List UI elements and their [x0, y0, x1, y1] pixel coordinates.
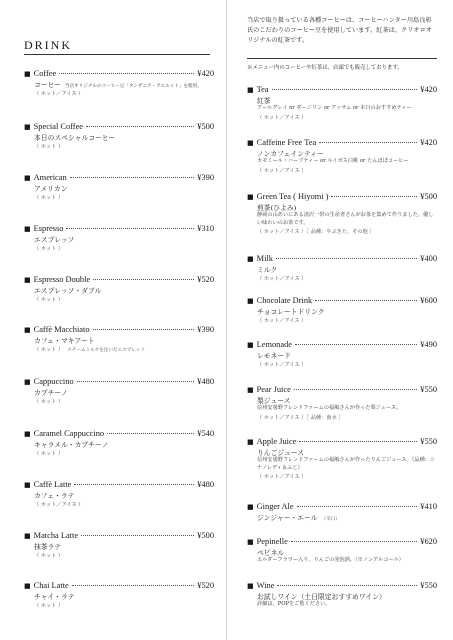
menu-item: [24, 69, 214, 97]
menu-item-row: [24, 429, 214, 438]
bullet-square-icon: ■: [24, 123, 31, 131]
menu-item-japanese-name: ミルク: [257, 266, 278, 274]
bullet-square-icon: ■: [247, 438, 254, 446]
dot-leader: [331, 196, 417, 197]
menu-item-options: （ ホット ）: [34, 144, 64, 150]
dot-leader: [70, 177, 195, 178]
menu-item-price: ¥500: [197, 122, 214, 131]
menu-item-options: （ ホット ） スチームミルクを注いだエスプレッソ: [34, 347, 145, 353]
menu-item-japanese-name: アメリカン: [34, 185, 68, 193]
dot-leader: [272, 89, 418, 90]
dot-leader: [81, 535, 194, 536]
menu-item-price: ¥500: [420, 192, 437, 201]
menu-item-row: [247, 385, 437, 394]
menu-item-row: [247, 581, 437, 590]
menu-item-row: [247, 138, 437, 147]
menu-item-price: ¥540: [197, 429, 214, 438]
menu-item-description: カモミール・ハーブティー or ルイボス白桃 or たんぽぽコーヒー: [257, 158, 409, 164]
bullet-square-icon: ■: [247, 538, 254, 546]
menu-item-inline-description: （辛口）: [321, 517, 340, 522]
dot-leader: [93, 329, 195, 330]
dot-leader: [297, 506, 418, 507]
menu-item: [24, 480, 214, 508]
bullet-square-icon: ■: [247, 582, 254, 590]
menu-item-price: ¥310: [197, 224, 214, 233]
bullet-square-icon: ■: [247, 86, 254, 94]
menu-item: [247, 138, 437, 174]
title-rule: [24, 54, 210, 55]
menu-item-price: ¥520: [197, 275, 214, 284]
dot-leader: [74, 484, 194, 485]
menu-item: [24, 377, 214, 405]
menu-item-japanese-name: お試しワイン（土日限定おすすめワイン）: [257, 593, 386, 601]
bullet-square-icon: ■: [24, 276, 31, 284]
menu-item-price: ¥390: [197, 325, 214, 334]
menu-item-options: （ ホット／アイス ）: [257, 318, 307, 324]
menu-item-row: [247, 85, 437, 94]
menu-item-row: [24, 531, 214, 540]
bullet-square-icon: ■: [247, 386, 254, 394]
menu-item-price: ¥420: [197, 69, 214, 78]
menu-item-name: Caffè Latte: [33, 480, 72, 489]
menu-item-row: [24, 581, 214, 590]
intro-rule: [247, 58, 437, 59]
menu-item-japanese-name: 梨ジュース: [257, 397, 291, 405]
menu-item-options: （ ホット／アイス ）: [257, 276, 307, 282]
menu-item-name: Wine: [256, 581, 275, 590]
menu-item-description: 詳細は、POPをご覧ください。: [257, 601, 331, 607]
dot-leader: [93, 279, 194, 280]
menu-item-name: Pear Juice: [256, 385, 291, 394]
menu-item: [24, 429, 214, 457]
menu-item-name: Milk: [256, 254, 273, 263]
menu-item-price: ¥550: [420, 437, 437, 446]
menu-item-name: Caramel Cappuccino: [33, 429, 105, 438]
menu-item-japanese-name: 煎茶(ひよみ): [257, 204, 297, 212]
menu-item-options: （ ホット ）: [34, 246, 64, 252]
menu-item-name: Caffeine Free Tea: [256, 138, 317, 147]
menu-item: [247, 340, 437, 368]
menu-item-row: [247, 340, 437, 349]
menu-item-inline-description: 当店オリジナルのコーヒー豆「タンザニア・アエエット」を使用。: [64, 84, 202, 89]
menu-item-name: Coffee: [33, 69, 57, 78]
menu-item-name: Chai Latte: [33, 581, 69, 590]
dot-leader: [66, 228, 194, 229]
dot-leader: [294, 389, 417, 390]
menu-item: [247, 537, 437, 565]
menu-item: [247, 502, 437, 522]
menu-item: [24, 224, 214, 252]
menu-item-name: Special Coffee: [33, 122, 84, 131]
menu-item: [24, 122, 214, 150]
menu-item-row: [24, 325, 214, 334]
page-title: DRINK: [24, 38, 72, 52]
menu-item-name: Tea: [256, 85, 269, 94]
bullet-square-icon: ■: [247, 255, 254, 263]
menu-item-name: Espresso: [33, 224, 64, 233]
menu-item-description: 信州安曇野フレンドファームの福嶋さんが作ったりんごジュース。（品種：シナノレディ＆ふじ）: [257, 457, 436, 471]
dot-leader: [77, 381, 195, 382]
dot-leader: [72, 585, 195, 586]
menu-item-japanese-name: チャイ・ラテ: [34, 593, 75, 601]
intro-text: 当店で取り扱っている各種コーヒーは、コーヒーハンター川島良彰氏のこだわりのコーヒー豆を使用しています。紅茶は、クリオロオリジナルの紅茶です。: [247, 17, 432, 44]
menu-item-price: ¥620: [420, 537, 437, 546]
menu-item-japanese-name: ノンカフェインティー: [257, 150, 324, 158]
menu-item-options: （ ホット／アイス ）: [257, 474, 307, 480]
menu-item-name: American: [33, 173, 67, 182]
menu-item-name: Ginger Ale: [256, 502, 294, 511]
dot-leader: [315, 300, 417, 301]
menu-item-name: Espresso Double: [33, 275, 91, 284]
menu-item-options: （ ホット／アイス ）: [34, 91, 84, 97]
menu-item-japanese-name: カフェ・マキアート: [34, 337, 95, 345]
menu-item: [247, 437, 437, 480]
menu-item-row: [24, 480, 214, 489]
menu-item-options: （ ホット ）: [34, 603, 64, 609]
bullet-square-icon: ■: [247, 341, 254, 349]
bullet-square-icon: ■: [247, 503, 254, 511]
note-text: ※メニュー内のコーヒーや紅茶は、店頭でも販売しております。: [247, 65, 403, 71]
menu-item-japanese-name: りんごジュース: [257, 449, 305, 457]
menu-item-price: ¥480: [197, 377, 214, 386]
menu-item-options: （ ホット ）: [34, 399, 64, 405]
menu-item: [247, 296, 437, 324]
dot-leader: [59, 73, 194, 74]
menu-item-japanese-name: カプチーノ: [34, 389, 68, 397]
menu-item-price: ¥390: [197, 173, 214, 182]
menu-item-row: [247, 192, 437, 201]
bullet-square-icon: ■: [24, 481, 31, 489]
menu-item-row: [247, 437, 437, 446]
dot-leader: [291, 541, 417, 542]
menu-item-japanese-name: ジンジャー・エール （辛口）: [257, 514, 340, 522]
bullet-square-icon: ■: [24, 532, 31, 540]
menu-item: [247, 385, 437, 421]
menu-item-price: ¥420: [420, 85, 437, 94]
menu-item-name: Matcha Latte: [33, 531, 79, 540]
menu-item-japanese-name: 紅茶: [257, 97, 271, 105]
menu-item-row: [247, 254, 437, 263]
bullet-square-icon: ■: [247, 297, 254, 305]
menu-item-price: ¥420: [420, 138, 437, 147]
bullet-square-icon: ■: [24, 70, 31, 78]
dot-leader: [86, 126, 194, 127]
menu-item-price: ¥550: [420, 581, 437, 590]
menu-item-japanese-name: レモネード: [257, 352, 291, 360]
dot-leader: [299, 441, 417, 442]
menu-item-price: ¥550: [420, 385, 437, 394]
menu-item-row: [24, 173, 214, 182]
menu-item: [24, 325, 214, 353]
bullet-square-icon: ■: [24, 378, 31, 386]
bullet-square-icon: ■: [24, 326, 31, 334]
menu-item-price: ¥500: [197, 531, 214, 540]
column-divider: [226, 0, 227, 640]
menu-item-row: [24, 224, 214, 233]
menu-item-name: Cappuccino: [33, 377, 74, 386]
menu-item-name: Apple Juice: [256, 437, 297, 446]
menu-item-name: Pepinelle: [256, 537, 288, 546]
menu-item-japanese-name: ペピネル: [257, 549, 285, 557]
menu-item-row: [24, 122, 214, 131]
menu-item: [24, 531, 214, 559]
menu-item-price: ¥480: [197, 480, 214, 489]
menu-item-options: （ ホット／アイス ）: [257, 167, 307, 174]
bullet-square-icon: ■: [247, 193, 254, 201]
menu-item-description: 信州安曇野フレンドファームの福嶋さんが作った梨ジュース。: [257, 405, 402, 411]
menu-item-description: アールグレイ or ダージリン or アッサム or 本日のおすすめティー: [257, 105, 412, 111]
menu-item-options: （ ホット／アイス ）: [257, 114, 307, 121]
menu-item-options: （ ホット ）: [34, 553, 64, 559]
dot-leader: [276, 258, 417, 259]
menu-item-price: ¥600: [420, 296, 437, 305]
menu-item-japanese-name: コーヒー 当店オリジナルのコーヒー豆「タンザニア・アエエット」を使用。: [34, 81, 202, 89]
menu-item-name: Green Tea ( Hiyomi ): [256, 192, 329, 201]
menu-item-options: （ ホット／アイス ）［ 品種：やぶきた、その他 ］: [257, 229, 375, 235]
menu-item-japanese-name: カフェ・ラテ: [34, 492, 75, 500]
menu-item-row: [24, 377, 214, 386]
menu-item-price: ¥520: [197, 581, 214, 590]
bullet-square-icon: ■: [24, 225, 31, 233]
menu-item: [247, 254, 437, 282]
menu-item-options: （ ホット ）: [34, 195, 64, 201]
menu-item-price: ¥490: [420, 340, 437, 349]
menu-item-options: （ ホット／アイス ）: [257, 362, 307, 368]
menu-item-japanese-name: キャラメル・カプチーノ: [34, 441, 109, 449]
menu-item: [247, 192, 437, 235]
menu-item-row: [247, 537, 437, 546]
menu-item-options: （ ホット／アイス ）: [34, 502, 84, 508]
menu-item-options: （ ホット／アイス ）［ 品種：南水 ］: [257, 414, 344, 421]
menu-item-row: [24, 275, 214, 284]
menu-item-options: （ ホット ）: [34, 297, 64, 303]
menu-item-name: Lemonade: [256, 340, 292, 349]
menu-item-price: ¥400: [420, 254, 437, 263]
menu-item-japanese-name: エスプレッソ・ダブル: [34, 287, 102, 295]
bullet-square-icon: ■: [24, 174, 31, 182]
menu-item-japanese-name: エスプレッソ: [34, 236, 75, 244]
dot-leader: [107, 433, 194, 434]
menu-item-japanese-name: 本日のスペシャルコーヒー: [34, 134, 116, 142]
menu-item: [247, 581, 437, 609]
menu-item-options: （ ホット ）: [34, 451, 64, 457]
menu-item-description: 静岡の山あいにある清沢一帯の生産者さんがお茶を集めて作りました。優しい味わいのお茶です。: [257, 212, 434, 226]
menu-item: [24, 173, 214, 201]
menu-item-name: Caffè Macchiato: [33, 325, 90, 334]
dot-leader: [319, 142, 417, 143]
bullet-square-icon: ■: [24, 430, 31, 438]
menu-item: [247, 85, 437, 121]
menu-item: [24, 581, 214, 609]
menu-item-row: [247, 502, 437, 511]
menu-item-description: エルダーフラワー入り、りんごの発泡酒。（※ノンアルコール）: [257, 557, 404, 563]
menu-item: [24, 275, 214, 303]
menu-item-option-note: スチームミルクを注いだエスプレッソ: [67, 348, 145, 353]
menu-item-row: [247, 296, 437, 305]
dot-leader: [295, 344, 417, 345]
menu-item-price: ¥410: [420, 502, 437, 511]
menu-item-name: Chocolate Drink: [256, 296, 313, 305]
menu-item-row: [24, 69, 214, 78]
dot-leader: [277, 585, 417, 586]
menu-item-japanese-name: 抹茶ラテ: [34, 543, 62, 551]
bullet-square-icon: ■: [247, 139, 254, 147]
bullet-square-icon: ■: [24, 582, 31, 590]
menu-item-japanese-name: チョコレートドリンク: [257, 308, 325, 316]
